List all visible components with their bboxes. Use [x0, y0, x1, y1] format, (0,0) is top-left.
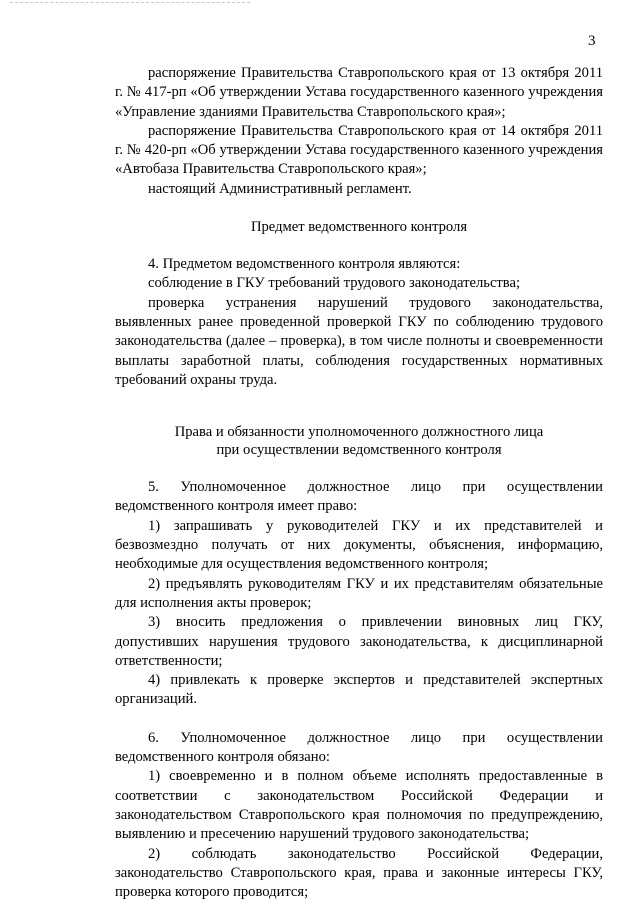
paragraph-regulation: настоящий Административный регламент. [148, 180, 412, 197]
paragraph-duty-2: 2) соблюдать законодательство Российской Федерации, законодательство Ставропольского края, права и законные интересы ГКУ, проверка которого проводится; [115, 845, 603, 901]
paragraph-order-417: распоряжение Правительства Ставропольского края от 13 октября 2011 г. № 417-рп «Об утверждении Устава государственного казенного учреждения «Управление зданиями Правительства Ставропольского края»; [115, 65, 603, 120]
section-heading-rights [115, 423, 603, 459]
paragraph-order-420: распоряжение Правительства Ставропольского края от 14 октября 2011 г. № 420-рп «Об утверждении Устава государственного казенного учреждения «Автобаза Правительства Ставропольского края»; [115, 122, 603, 178]
paragraph-duty-1: 1) своевременно и в полном объеме исполнять предоставленные в соответствии с законодательством Российской Федерации и законодательством Ставропольского края полномочия по предупреждению, выявлению и пресечению нарушений трудового законодательства; [115, 768, 603, 843]
paragraph-right-1: 1) запрашивать у руководителей ГКУ и их представителей и безвозмездно получать от них документы, объяснения, информацию, необходимые для осуществления ведомственного контроля; [115, 517, 603, 573]
paragraph-right-4: 4) привлекать к проверке экспертов и представителей экспертных организаций. [115, 672, 603, 708]
section-heading-subject: Предмет ведомственного контроля [250, 219, 468, 236]
paragraph-inspection: проверка устранения нарушений трудового законодательства, выявленных ранее проведенной проверкой ГКУ по соблюдению трудового законодательства (далее – проверка), в том числе полноты и своевременности выплаты заработной платы, соблюдения государственных нормативных требований охраны труда. [115, 294, 603, 388]
paragraph-item-5: 5. Уполномоченное должностное лицо при осуществлении ведомственного контроля имеет право: [115, 479, 603, 515]
paragraph-right-2: 2) предъявлять руководителям ГКУ и их представителям обязательные для исполнения акты проверок; [115, 575, 603, 611]
paragraph-gap [115, 710, 603, 729]
paragraph-item-6: 6. Уполномоченное должностное лицо при осуществлении ведомственного контроля обязано: [115, 729, 603, 766]
document-body [115, 64, 603, 902]
paragraph-right-3: 3) вносить предложения о привлечении виновных лиц ГКУ, допустивших нарушения трудового законодательства, к дисциплинарной ответственности; [115, 614, 603, 669]
page-number: 3 [588, 33, 596, 49]
section-heading-rights-line-2: при осуществлении ведомственного контроля [216, 442, 502, 459]
section-heading-rights-line-1: Права и обязанности уполномоченного должностного лица [174, 424, 544, 441]
scan-top-artifact [10, 2, 250, 4]
paragraph-item-4: 4. Предметом ведомственного контроля являются: [148, 256, 461, 273]
paragraph-compliance: соблюдение в ГКУ требований трудового законодательства; [148, 275, 521, 292]
